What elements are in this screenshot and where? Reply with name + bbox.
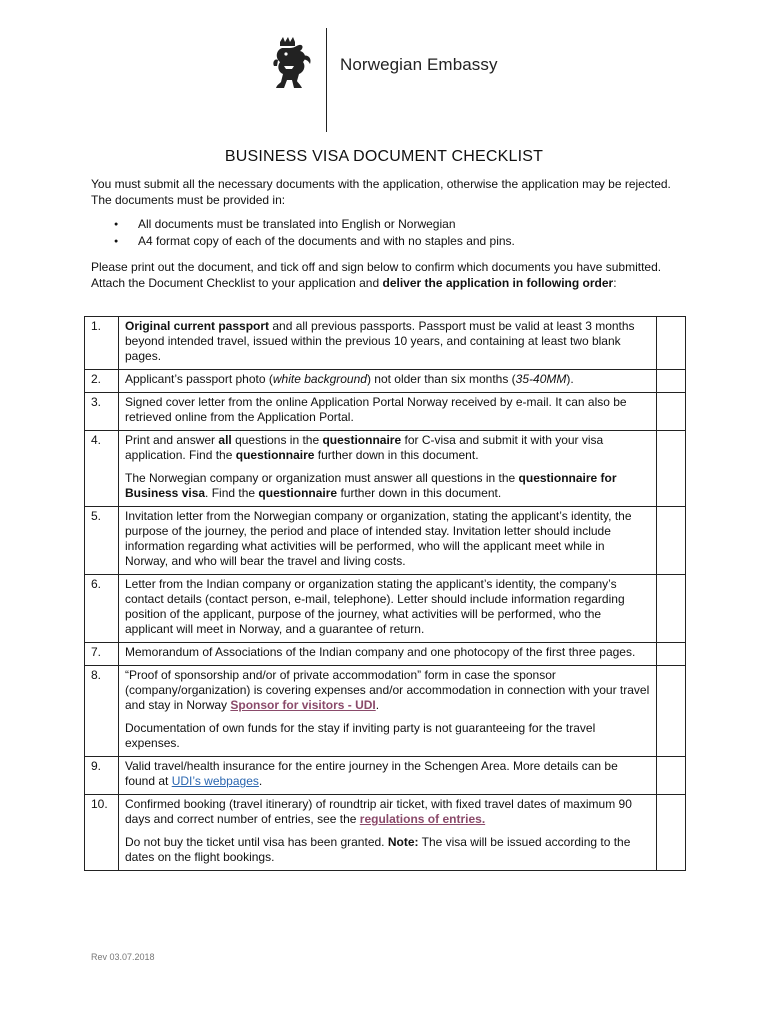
requirement-item: ● All documents must be translated into English or Norwegian [114, 216, 515, 233]
item-description [119, 757, 657, 795]
checklist-row [85, 643, 686, 666]
instructions-text: Please print out the document, and tick off and sign below to confirm which documents you have submitted. Attach the Document Checklist to your application and [91, 260, 662, 290]
tick-box[interactable] [657, 370, 686, 393]
text: “Proof of sponsorship and/or of private accommodation” form in case the sponsor (company/organization) is covering expenses and/or accommodation in connection with your travel and stay in Norway [125, 668, 650, 712]
bold-text: questionnaire [235, 448, 315, 462]
item-number: 7. [85, 643, 119, 666]
text: questions in the [231, 433, 323, 447]
text: Signed cover letter from the online Application Portal Norway received by e-mail. It can also be retrieved online from the Application Portal. [125, 395, 627, 424]
document-checklist-table [84, 316, 686, 871]
tick-box[interactable] [657, 507, 686, 575]
item-description [119, 666, 657, 757]
item-number: 9. [85, 757, 119, 795]
instructions-paragraph [91, 259, 671, 291]
text: Memorandum of Associations of the Indian company and one photocopy of the first three pages. [125, 645, 636, 659]
header-divider [326, 28, 327, 132]
item-description [119, 393, 657, 431]
checklist-row [85, 575, 686, 643]
text: Valid travel/health insurance for the entire journey in the Schengen Area. More details can be found at [125, 759, 618, 788]
bold-text: all [218, 433, 232, 447]
tick-box[interactable] [657, 317, 686, 370]
checklist-row [85, 757, 686, 795]
text: and all previous passports. Passport must be valid at least 3 months beyond intended travel, issued within the previous 10 years, and containing at least two blank pages. [125, 319, 635, 363]
text: ) not older than six months ( [366, 372, 516, 386]
text: Applicant’s passport photo ( [125, 372, 273, 386]
tick-box[interactable] [657, 393, 686, 431]
bold-text: questionnaire [322, 433, 402, 447]
item-description [119, 370, 657, 393]
italic-text: white background [272, 372, 367, 386]
udi-webpages-link[interactable]: UDI’s webpages [171, 774, 259, 788]
text: further down in this document. [337, 486, 502, 500]
item-number: 8. [85, 666, 119, 757]
italic-text: 35-40MM [515, 372, 567, 386]
text: Invitation letter from the Norwegian company or organization, stating the applicant’s identity, the purpose of the journey, the period and place of intended stay. Invitation letter should include information regarding what activities will be performed, who will the applicant meet while in Norway, and who will bear the travel and living costs. [125, 509, 632, 568]
checklist-row [85, 507, 686, 575]
item-description [119, 643, 657, 666]
text: . [258, 774, 263, 788]
regulations-of-entries-link[interactable]: regulations of entries. [359, 812, 486, 826]
tick-box[interactable] [657, 795, 686, 871]
item-description [119, 795, 657, 871]
item-number: 4. [85, 431, 119, 507]
item-description [119, 431, 657, 507]
item-description [119, 317, 657, 370]
bold-text: Note: [387, 835, 419, 849]
text: The Norwegian company or organization must answer all questions in the [125, 471, 519, 485]
embassy-name: Norwegian Embassy [340, 55, 498, 74]
item-number: 5. [85, 507, 119, 575]
item-number: 6. [85, 575, 119, 643]
item-number: 2. [85, 370, 119, 393]
text: further down in this document. [314, 448, 479, 462]
item-number: 1. [85, 317, 119, 370]
embassy-header [272, 28, 498, 134]
text: The visa will be issued according to the dates on the flight bookings. [125, 835, 631, 864]
checklist-row [85, 666, 686, 757]
text: for C-visa and submit it with your visa application. Find the [125, 433, 604, 462]
checklist-row [85, 317, 686, 370]
checklist-row [85, 370, 686, 393]
tick-box[interactable] [657, 643, 686, 666]
norwegian-lion-crest-icon [272, 36, 314, 92]
requirements-list [114, 216, 515, 250]
checklist-row [85, 393, 686, 431]
text: ). [566, 372, 574, 386]
item-description [119, 507, 657, 575]
text: . [375, 698, 380, 712]
bold-text: questionnaire for Business visa [125, 471, 617, 500]
tick-box[interactable] [657, 757, 686, 795]
document-title: BUSINESS VISA DOCUMENT CHECKLIST [224, 148, 544, 165]
sponsor-for-visitors-link[interactable]: Sponsor for visitors - UDI [230, 698, 376, 712]
text: Documentation of own funds for the stay if inviting party is not guaranteeing for the travel expenses. [125, 721, 596, 750]
text: . Find the [205, 486, 259, 500]
instructions-colon: : [613, 276, 617, 290]
bold-text: Original current passport [125, 319, 270, 333]
text: Do not buy the ticket until visa has been granted. [125, 835, 388, 849]
tick-box[interactable] [657, 575, 686, 643]
instructions-emphasis: deliver the application in following order [382, 276, 614, 290]
tick-box[interactable] [657, 666, 686, 757]
checklist-row [85, 431, 686, 507]
item-number: 3. [85, 393, 119, 431]
item-number: 10. [85, 795, 119, 871]
text: Confirmed booking (travel itinerary) of roundtrip air ticket, with fixed travel dates of maximum 90 days and correct number of entries, see the [125, 797, 632, 826]
tick-box[interactable] [657, 431, 686, 507]
checklist-row [85, 795, 686, 871]
text: Letter from the Indian company or organization stating the applicant’s identity, the company’s contact details (contact person, e-mail, telephone). Letter should include information regarding position of the applicant, purpose of the journey, what activities will be performed, who the applicant will meet in Norway, and a guarantee of return. [125, 577, 625, 636]
text: Print and answer [125, 433, 219, 447]
requirement-item: ● A4 format copy of each of the documents and with no staples and pins. [114, 233, 515, 250]
item-description [119, 575, 657, 643]
revision-footer: Rev 03.07.2018 [91, 952, 155, 962]
intro-paragraph: You must submit all the necessary documents with the application, otherwise the application may be rejected. The documents must be provided in: [91, 177, 671, 207]
bold-text: questionnaire [258, 486, 338, 500]
